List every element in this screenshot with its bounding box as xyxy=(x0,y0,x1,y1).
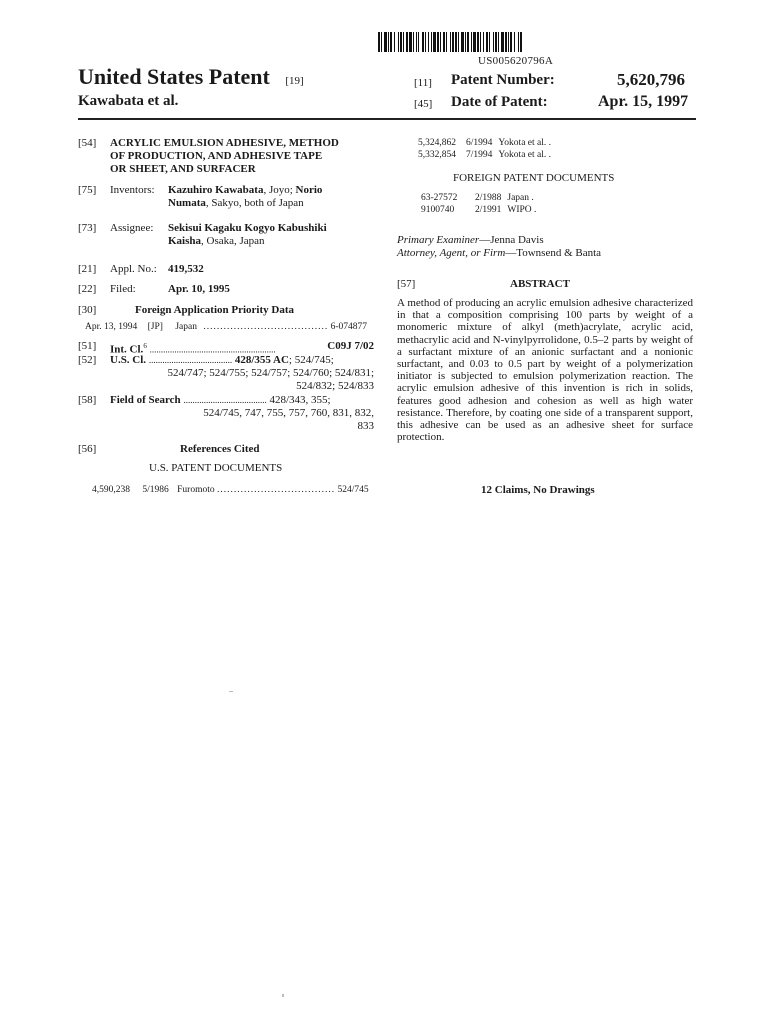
ref-name: WIPO . xyxy=(507,205,537,215)
field-search-block xyxy=(110,394,374,433)
abstract-text: A method of producing an acrylic emulsion adhesive characterized in that a composition comprising 100 parts by weight of a monomeric mixture of alkyl (meth)acrylate, acrylic acid, methacrylic acid and N-vinylpyrrolidone, 0.5–2 parts by weight of a surfactant mixture of an anionic surfactant and a nonionic surfactant, and 0.03 to 0.5 part by weight of a polymerization initiator is subjected to emulsion polymerization reaction. The acrylic emulsion adhesive of this invention is rich in solids, features good adhesion and cohesion as well as high water resistance. Therefore, by coating one side of a transparent support, this adhesive can be used as an adhesive sheet for surface protection. xyxy=(397,297,693,444)
ref-row xyxy=(92,485,372,495)
title-text: United States Patent xyxy=(78,64,270,89)
appl-number: 419,532 xyxy=(168,263,204,275)
ref-date: 7/1994 xyxy=(466,150,493,160)
uscl-value: ; 524/745; xyxy=(288,354,334,366)
examiner-label: Primary Examiner xyxy=(397,234,480,246)
invention-title-line: ACRYLIC EMULSION ADHESIVE, METHOD xyxy=(110,137,339,149)
ref-date: 6/1994 xyxy=(466,138,493,148)
appl-label: Appl. No.: xyxy=(110,263,157,275)
date-code: [45] xyxy=(414,98,433,110)
ref-name: Yokota et al. . xyxy=(498,138,551,148)
leader-dots: ..................................... xyxy=(148,355,233,365)
us-refs-continued xyxy=(418,137,551,161)
inventor-location: , Sakyo, both of Japan xyxy=(205,197,304,209)
field-search-value: 524/745, 747, 755, 757, 760, 831, 832, xyxy=(203,407,374,419)
inventor-location: , Joyo; xyxy=(263,184,296,196)
uscl-primary: 428/355 AC xyxy=(234,354,289,366)
patent-number-code: [11] xyxy=(414,77,432,89)
filed-code: [22] xyxy=(78,283,97,295)
inventor-name: Kazuhiro Kawabata xyxy=(168,184,264,196)
field-search-code: [58] xyxy=(78,394,97,406)
scan-speck xyxy=(282,994,284,997)
invention-title-line: OF PRODUCTION, AND ADHESIVE TAPE xyxy=(110,150,323,162)
refs-code: [56] xyxy=(78,443,97,455)
assignee-label: Assignee: xyxy=(110,222,154,234)
examiner-name: —Jenna Davis xyxy=(479,234,544,246)
priority-number: 6-074877 xyxy=(330,322,367,332)
assignee-name: Kaisha xyxy=(168,235,202,247)
leader-dots: ................................... xyxy=(217,485,336,495)
uscl-code: [52] xyxy=(78,354,97,366)
attorney-name: —Townsend & Banta xyxy=(505,247,602,259)
inventor-short: Kawabata et al. xyxy=(78,93,179,109)
uscl-value: 524/832; 524/833 xyxy=(296,380,374,392)
patent-title-heading xyxy=(78,64,304,90)
priority-row xyxy=(85,322,375,332)
attorney xyxy=(397,247,601,260)
claims-summary: 12 Claims, No Drawings xyxy=(481,484,595,496)
ref-date: 2/1988 xyxy=(475,193,502,203)
ref-number: 63-27572 xyxy=(421,193,458,203)
ref-name: Yokota et al. . xyxy=(498,150,551,160)
patent-number: 5,620,796 xyxy=(617,70,685,89)
patent-date: Apr. 15, 1997 xyxy=(598,93,689,110)
priority-date: Apr. 13, 1994 xyxy=(85,322,138,332)
field-search-value: 428/343, 355; xyxy=(269,394,331,406)
ref-row xyxy=(418,137,551,149)
inventors-code: [75] xyxy=(78,184,97,196)
header-rule xyxy=(78,118,696,120)
field-search-value: 833 xyxy=(357,420,374,432)
assignee-name: Sekisui Kagaku Kogyo Kabushiki xyxy=(168,222,327,234)
priority-heading: Foreign Application Priority Data xyxy=(135,304,294,316)
intcl-code: [51] xyxy=(78,340,97,352)
barcode xyxy=(378,32,692,52)
ref-row xyxy=(418,149,551,161)
refs-heading: References Cited xyxy=(180,443,260,455)
us-docs-heading: U.S. PATENT DOCUMENTS xyxy=(149,462,283,474)
priority-country: Japan xyxy=(175,322,197,332)
inventors-value xyxy=(168,184,378,210)
priority-code: [30] xyxy=(78,304,97,316)
inventor-name: Numata xyxy=(168,197,206,209)
ref-number: 9100740 xyxy=(421,205,455,215)
ref-date: 2/1991 xyxy=(475,205,502,215)
foreign-ref-row xyxy=(421,192,536,204)
date-label: Date of Patent: xyxy=(451,94,548,110)
patent-number-label: Patent Number: xyxy=(451,72,555,88)
abstract-heading: ABSTRACT xyxy=(510,278,570,290)
assignee-code: [73] xyxy=(78,222,97,234)
foreign-docs-heading: FOREIGN PATENT DOCUMENTS xyxy=(453,172,615,184)
barcode-bar xyxy=(522,32,523,52)
attorney-label: Attorney, Agent, or Firm xyxy=(397,247,506,259)
ref-class: 524/745 xyxy=(337,485,369,495)
field-search-label: Field of Search xyxy=(110,394,181,406)
intcl-edition: 6 xyxy=(143,342,147,350)
inventor-name: Norio xyxy=(295,184,323,196)
ref-name: Japan . xyxy=(507,193,534,203)
ref-number: 5,324,862 xyxy=(418,138,456,148)
invention-title-line: OR SHEET, AND SURFACER xyxy=(110,163,256,175)
uscl-block xyxy=(110,354,374,393)
uscl-value: 524/747; 524/755; 524/757; 524/760; 524/831; xyxy=(167,367,374,379)
leader-dots: ..................................... xyxy=(183,395,267,405)
leader-dots: ........................................................ xyxy=(149,344,276,355)
foreign-ref-row xyxy=(421,204,536,216)
title-code: [19] xyxy=(285,75,304,87)
scan-speck xyxy=(229,691,233,692)
ref-date: 5/1986 xyxy=(142,485,169,495)
assignee-location: , Osaka, Japan xyxy=(201,235,265,247)
filed-date: Apr. 10, 1995 xyxy=(168,283,230,295)
intcl-value: C09J 7/02 xyxy=(327,340,374,352)
leader-dots: ..................................... xyxy=(203,322,329,332)
filed-label: Filed: xyxy=(110,283,136,295)
ref-number: 5,332,854 xyxy=(418,150,456,160)
inventors-label: Inventors: xyxy=(110,184,155,196)
appl-code: [21] xyxy=(78,263,97,275)
priority-country-code: [JP] xyxy=(147,322,163,332)
uscl-label: U.S. Cl. xyxy=(110,354,147,366)
document-number: US005620796A xyxy=(478,55,554,67)
title-field-code: [54] xyxy=(78,137,97,149)
foreign-refs xyxy=(421,192,536,216)
ref-name: Furomoto xyxy=(177,485,215,495)
ref-number: 4,590,238 xyxy=(92,485,130,495)
assignee-value xyxy=(168,222,378,248)
abstract-code: [57] xyxy=(397,278,416,290)
invention-title xyxy=(110,137,380,176)
primary-examiner xyxy=(397,234,544,247)
intcl-label: Int. Cl. xyxy=(110,343,144,356)
